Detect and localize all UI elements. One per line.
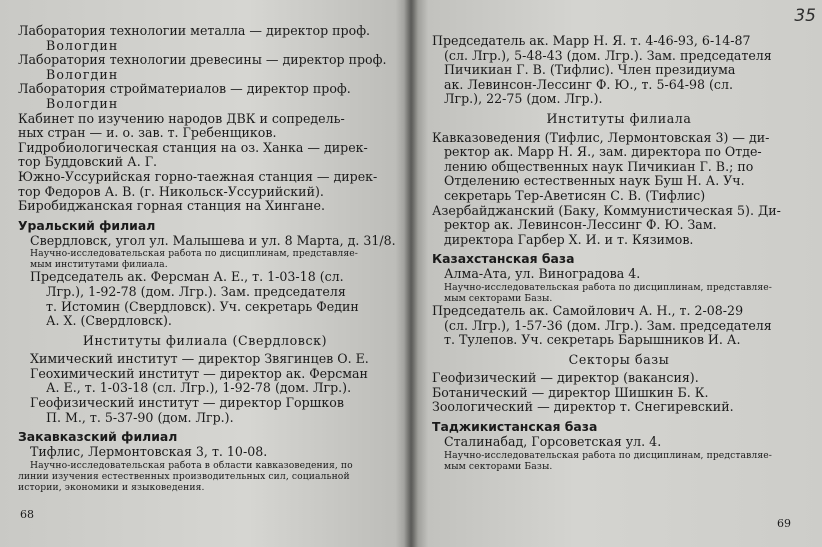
text-line: Вологдин <box>46 66 119 82</box>
text-line: тор Федоров А. В. (г. Никольск-Уссурийский). <box>18 183 324 199</box>
text-line: мым секторами Базы. <box>444 460 553 472</box>
text-line: (сл. Лгр.), 5-48-43 (дом. Лгр.). Зам. председателя <box>444 47 772 63</box>
subsection-heading: Секторы базы <box>568 351 670 367</box>
text-line: мым институтами филиала. <box>30 259 168 271</box>
text-line: Лгр.), 22-75 (дом. Лгр.). <box>444 91 603 107</box>
right-page-number: 69 <box>777 517 791 530</box>
left-page-number: 68 <box>20 508 34 521</box>
text-line: Научно-исследовательская работа в области кавказоведения, по <box>30 459 353 471</box>
text-line: Отделению естественных наук Буш Н. А. Уч. <box>444 173 745 189</box>
text-line: линии изучения естественных производительных сил, социальной <box>18 470 350 482</box>
text-line: Геохимический институт — директор ак. Ферсман <box>30 365 368 381</box>
text-line: Кабинет по изучению народов ДВК и сопредель- <box>18 110 345 126</box>
text-line: мым секторами Базы. <box>444 292 553 304</box>
text-line: Лаборатория технологии металла — директор проф. <box>18 23 371 38</box>
text-line: ректор ак. Левинсон-Лессинг Ф. Ю. Зам. <box>444 217 717 233</box>
text-line: Научно-исследовательская работа по дисциплинам, представляе- <box>444 281 772 293</box>
right-page-text <box>432 34 806 472</box>
left-page-text <box>18 23 396 493</box>
text-line: Научно-исследовательская работа по дисциплинам, представляе- <box>444 449 772 461</box>
text-line: Сталинабад, Горсоветская ул. 4. <box>444 434 662 450</box>
text-line: т. Тулепов. Уч. секретарь Барышников И. А. <box>444 332 741 348</box>
text-line: Ботанический — директор Шишкин Б. К. <box>432 384 709 400</box>
text-line: лению общественных наук Пичикиан Г. В.; по <box>444 158 754 174</box>
text-line: директора Гарбер Х. И. и т. Кязимов. <box>444 231 694 247</box>
text-line: П. М., т. 5-37-90 (дом. Лгр.). <box>46 409 234 425</box>
text-line: Председатель ак. Ферсман А. Е., т. 1-03-18 (сл. <box>30 269 344 285</box>
text-line: Биробиджанская горная станция на Хингане. <box>18 198 325 214</box>
text-line: Свердловск, угол ул. Малышева и ул. 8 Марта, д. 31/8. <box>30 232 396 248</box>
text-line: истории, экономики и языковедения. <box>18 481 205 493</box>
book-gutter <box>404 0 418 547</box>
text-line: (сл. Лгр.), 1-57-36 (дом. Лгр.). Зам. председателя <box>444 317 772 333</box>
text-line: Алма-Ата, ул. Виноградова 4. <box>444 266 641 282</box>
section-heading: Уральский филиал <box>18 217 156 233</box>
section-heading: Закавказский филиал <box>18 429 178 445</box>
text-line: Лаборатория технологии древесины — директор проф. <box>18 52 387 68</box>
text-line: А. Е., т. 1-03-18 (сл. Лгр.), 1-92-78 (дом. Лгр.). <box>46 380 352 396</box>
text-line: Гидробиологическая станция на оз. Ханка — дирек- <box>18 139 368 155</box>
text-line: ректор ак. Марр Н. Я., зам. директора по Отде- <box>444 144 762 160</box>
handwritten-page-mark: 35 <box>794 6 816 26</box>
text-line: ак. Левинсон-Лессинг Ф. Ю., т. 5-64-98 (сл. <box>444 76 733 92</box>
section-heading: Таджикистанская база <box>432 419 598 435</box>
right-page <box>412 0 822 547</box>
text-line: Азербайджанский (Баку, Коммунистическая 5). Ди- <box>432 202 781 218</box>
text-line: Южно-Уссурийская горно-таежная станция — дирек- <box>18 168 378 184</box>
text-line: ных стран — и. о. зав. т. Гребенщиков. <box>18 125 277 141</box>
text-line: секретарь Тер-Аветисян С. В. (Тифлис) <box>444 187 706 203</box>
text-line: Пичикиан Г. В. (Тифлис). Член президиума <box>444 62 736 78</box>
text-line: Геофизический — директор (вакансия). <box>432 370 699 386</box>
text-line: Химический институт — директор Звягинцев О. Е. <box>30 351 369 367</box>
text-line: Геофизический институт — директор Горшков <box>30 395 344 411</box>
text-line: Кавказоведения (Тифлис, Лермонтовская 3) — ди- <box>432 129 770 145</box>
text-line: Председатель ак. Самойлович А. Н., т. 2-08-29 <box>432 302 744 318</box>
text-line: Председатель ак. Марр Н. Я. т. 4-46-93, 6-14-87 <box>432 33 751 48</box>
text-line: Научно-исследовательская работа по дисциплинам, представляе- <box>30 248 358 260</box>
text-line: Тифлис, Лермонтовская 3, т. 10-08. <box>30 444 268 460</box>
subsection-heading: Институты филиала <box>546 110 692 126</box>
text-line: тор Буддовский А. Г. <box>18 154 158 170</box>
text-line: Зоологический — директор т. Снегиревский. <box>432 399 734 415</box>
text-line: Вологдин <box>46 95 119 111</box>
text-line: А. Х. (Свердловск). <box>46 313 172 329</box>
subsection-heading: Институты филиала (Свердловск) <box>82 332 328 348</box>
text-line: Лаборатория стройматериалов — директор проф. <box>18 81 351 97</box>
section-heading: Казахстанская база <box>432 251 575 267</box>
text-line: Лгр.), 1-92-78 (дом. Лгр.). Зам. председателя <box>46 283 346 299</box>
text-line: т. Истомин (Свердловск). Уч. секретарь Федин <box>46 298 359 314</box>
text-line: Вологдин <box>46 37 119 53</box>
